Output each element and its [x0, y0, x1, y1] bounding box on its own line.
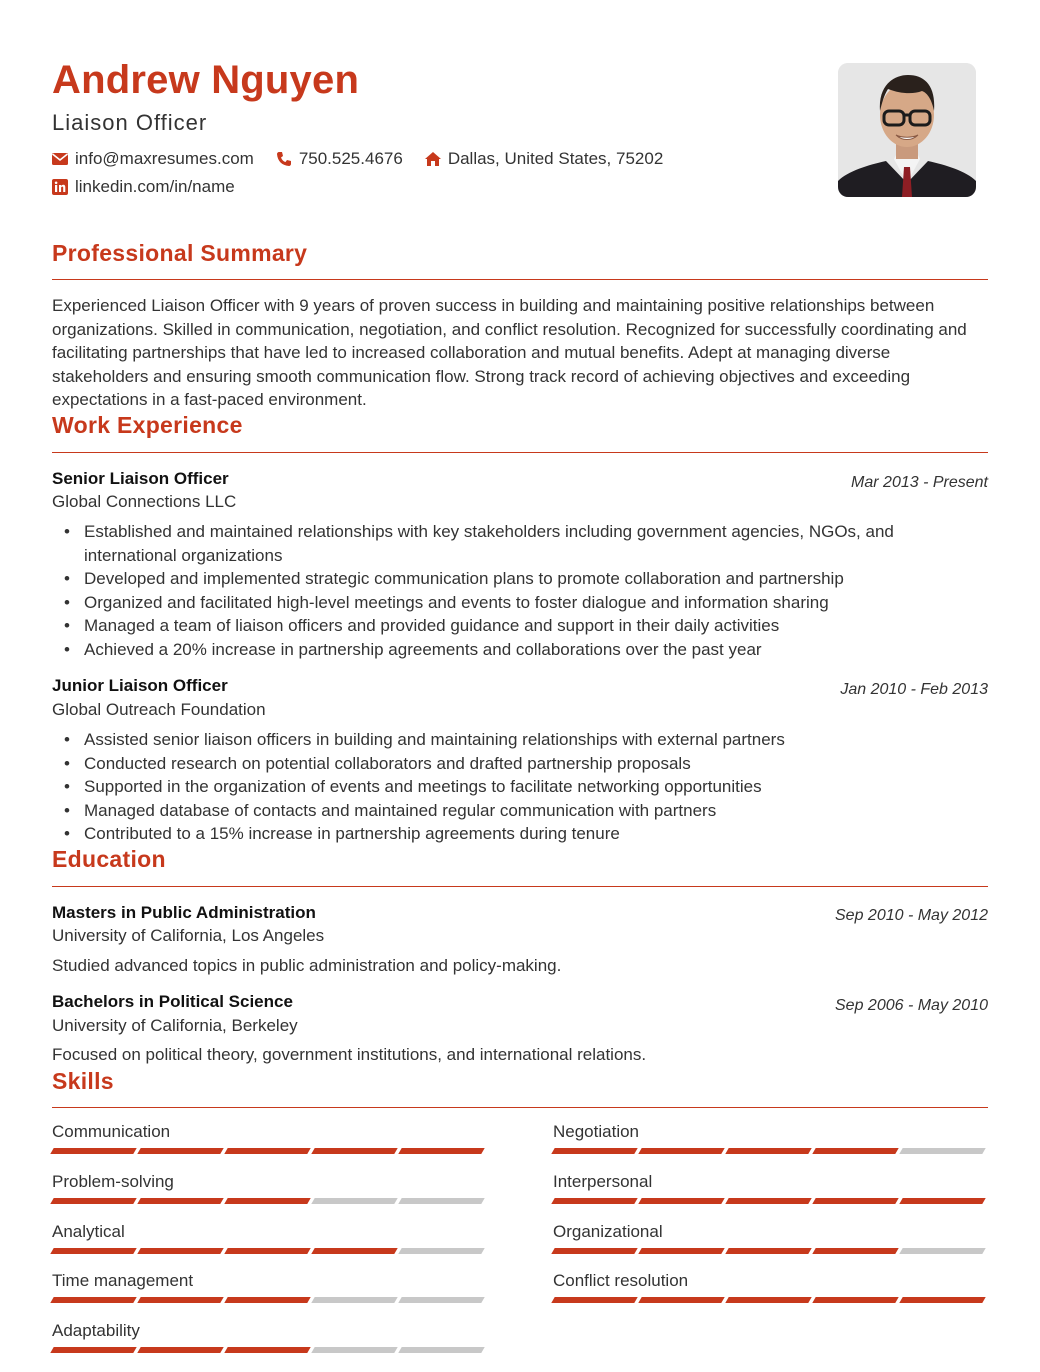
- rating-segment-empty: [899, 1248, 985, 1254]
- degree-title: Bachelors in Political Science: [52, 992, 293, 1011]
- rating-segment-filled: [551, 1148, 637, 1154]
- rating-segment-filled: [50, 1297, 136, 1303]
- section-divider: [52, 886, 988, 887]
- list-item: • Contributed to a 15% increase in partnership agreements during tenure: [84, 822, 974, 846]
- skill-name: Conflict resolution: [553, 1271, 689, 1291]
- email-text: info@maxresumes.com: [75, 149, 254, 168]
- location-text: Dallas, United States, 75202: [447, 149, 664, 168]
- rating-segment-filled: [137, 1297, 223, 1303]
- degree-description: Focused on political theory, government institutions, and international relations.: [52, 1045, 647, 1064]
- contact-phone[interactable]: [276, 149, 403, 169]
- rating-segment-filled: [50, 1198, 136, 1204]
- section-title-education: Education: [52, 846, 166, 872]
- job-dates: Jan 2010 - Feb 2013: [840, 681, 988, 698]
- skill-rating-bar: [553, 1148, 989, 1154]
- rating-segment-empty: [398, 1297, 484, 1303]
- job-bullets: [84, 520, 974, 661]
- contact-location: [425, 149, 663, 169]
- section-divider: [52, 279, 988, 280]
- rating-segment-filled: [137, 1148, 223, 1154]
- list-item: • Established and maintained relationships with key stakeholders including government agencies, NGOs, and international organizations: [84, 520, 974, 567]
- phone-text: 750.525.4676: [298, 149, 403, 168]
- rating-segment-filled: [899, 1297, 985, 1303]
- skill-rating-bar: [553, 1198, 989, 1204]
- rating-segment-filled: [725, 1198, 811, 1204]
- rating-segment-filled: [398, 1148, 484, 1154]
- rating-segment-filled: [899, 1198, 985, 1204]
- rating-segment-empty: [398, 1248, 484, 1254]
- skill-item: [553, 1271, 989, 1303]
- job-company: Global Connections LLC: [52, 492, 237, 511]
- rating-segment-filled: [137, 1347, 223, 1353]
- job-dates: Mar 2013 - Present: [851, 474, 988, 491]
- job-title: Junior Liaison Officer: [52, 676, 228, 695]
- skill-name: Organizational: [553, 1221, 663, 1241]
- skill-item: [553, 1222, 989, 1254]
- skill-item: [553, 1122, 989, 1154]
- list-item: • Conducted research on potential collaborators and drafted partnership proposals: [84, 752, 974, 776]
- section-divider: [52, 1107, 988, 1108]
- rating-segment-filled: [638, 1148, 724, 1154]
- contact-row: [52, 149, 685, 169]
- rating-segment-filled: [638, 1198, 724, 1204]
- rating-segment-filled: [224, 1347, 310, 1353]
- rating-segment-filled: [725, 1148, 811, 1154]
- rating-segment-filled: [725, 1297, 811, 1303]
- job-bullets: [84, 728, 974, 846]
- job-title: Senior Liaison Officer: [52, 469, 229, 488]
- degree-title: Masters in Public Administration: [52, 903, 316, 922]
- summary-text: Experienced Liaison Officer with 9 years of proven success in building and maintaining positive relationships between organizations. Skilled in communication, negotiation, and conflict resolution. Recognized for successfully coordinating and facilitating partnerships that have led to increased collaboration and mutual benefits. Adept at managing diverse stakeholders and ensuring smooth communication flow. Strong track record of achieving objectives and exceeding expectations in a fast-paced environment.: [52, 296, 967, 409]
- school-name: University of California, Los Angeles: [52, 926, 325, 945]
- section-title-summary: Professional Summary: [52, 240, 308, 266]
- linkedin-text: linkedin.com/in/name: [75, 177, 235, 196]
- list-item: • Organized and facilitated high-level meetings and events to foster dialogue and information sharing: [84, 591, 974, 615]
- candidate-title: Liaison Officer: [52, 110, 208, 135]
- skill-rating-bar: [52, 1248, 488, 1254]
- skill-rating-bar: [52, 1148, 488, 1154]
- linkedin-icon: [52, 179, 68, 195]
- list-item: • Assisted senior liaison officers in building and maintaining relationships with external partners: [84, 728, 974, 752]
- rating-segment-filled: [812, 1148, 898, 1154]
- rating-segment-filled: [311, 1248, 397, 1254]
- degree-dates: Sep 2006 - May 2010: [835, 997, 988, 1014]
- skill-item: [52, 1271, 488, 1303]
- rating-segment-filled: [812, 1248, 898, 1254]
- rating-segment-empty: [899, 1148, 985, 1154]
- rating-segment-filled: [137, 1198, 223, 1204]
- skill-rating-bar: [553, 1297, 989, 1303]
- skill-name: Communication: [52, 1122, 171, 1141]
- rating-segment-filled: [551, 1198, 637, 1204]
- rating-segment-filled: [224, 1148, 310, 1154]
- section-title-experience: Work Experience: [52, 412, 243, 438]
- rating-segment-filled: [50, 1248, 136, 1254]
- contact-email[interactable]: [52, 149, 254, 169]
- skill-item: [52, 1172, 488, 1204]
- list-item: • Managed a team of liaison officers and provided guidance and support in their daily activities: [84, 614, 974, 638]
- envelope-icon: [52, 151, 68, 167]
- skill-rating-bar: [553, 1248, 989, 1254]
- rating-segment-filled: [224, 1198, 310, 1204]
- skill-name: Problem-solving: [52, 1171, 174, 1191]
- skill-name: Negotiation: [553, 1122, 640, 1141]
- skill-rating-bar: [52, 1297, 488, 1303]
- degree-description: Studied advanced topics in public administration and policy-making.: [52, 956, 562, 975]
- skill-item: [52, 1122, 488, 1154]
- rating-segment-filled: [638, 1297, 724, 1303]
- candidate-name: Andrew Nguyen: [52, 58, 360, 102]
- skill-rating-bar: [52, 1198, 488, 1204]
- skill-name: Time management: [52, 1271, 194, 1291]
- rating-segment-filled: [812, 1297, 898, 1303]
- rating-segment-filled: [638, 1248, 724, 1254]
- rating-segment-filled: [725, 1248, 811, 1254]
- rating-segment-filled: [50, 1347, 136, 1353]
- skill-item: [52, 1222, 488, 1254]
- job-company: Global Outreach Foundation: [52, 700, 266, 719]
- rating-segment-empty: [311, 1198, 397, 1204]
- profile-photo: [838, 63, 976, 197]
- resume-page: [52, 0, 988, 1372]
- section-divider: [52, 452, 988, 453]
- rating-segment-empty: [398, 1198, 484, 1204]
- rating-segment-filled: [311, 1148, 397, 1154]
- home-icon: [425, 151, 441, 167]
- rating-segment-filled: [812, 1198, 898, 1204]
- rating-segment-filled: [137, 1248, 223, 1254]
- rating-segment-filled: [551, 1297, 637, 1303]
- phone-icon: [276, 151, 292, 167]
- degree-dates: Sep 2010 - May 2012: [835, 907, 988, 924]
- contact-row-2: [52, 177, 257, 197]
- school-name: University of California, Berkeley: [52, 1016, 298, 1035]
- rating-segment-empty: [311, 1297, 397, 1303]
- rating-segment-filled: [224, 1248, 310, 1254]
- skill-item: [52, 1321, 488, 1353]
- list-item: • Managed database of contacts and maintained regular communication with partners: [84, 799, 974, 823]
- rating-segment-filled: [50, 1148, 136, 1154]
- list-item: • Supported in the organization of events and meetings to facilitate networking opportunities: [84, 775, 974, 799]
- skill-item: [553, 1172, 989, 1204]
- skill-name: Interpersonal: [553, 1171, 653, 1191]
- list-item: • Developed and implemented strategic communication plans to promote collaboration and partnership: [84, 567, 974, 591]
- rating-segment-empty: [398, 1347, 484, 1353]
- list-item: • Achieved a 20% increase in partnership agreements and collaborations over the past year: [84, 638, 974, 662]
- rating-segment-filled: [224, 1297, 310, 1303]
- skill-name: Analytical: [52, 1221, 125, 1241]
- rating-segment-filled: [551, 1248, 637, 1254]
- contact-linkedin[interactable]: [52, 177, 235, 197]
- skill-name: Adaptability: [52, 1321, 140, 1341]
- skill-rating-bar: [52, 1347, 488, 1353]
- section-title-skills: Skills: [52, 1068, 114, 1094]
- rating-segment-empty: [311, 1347, 397, 1353]
